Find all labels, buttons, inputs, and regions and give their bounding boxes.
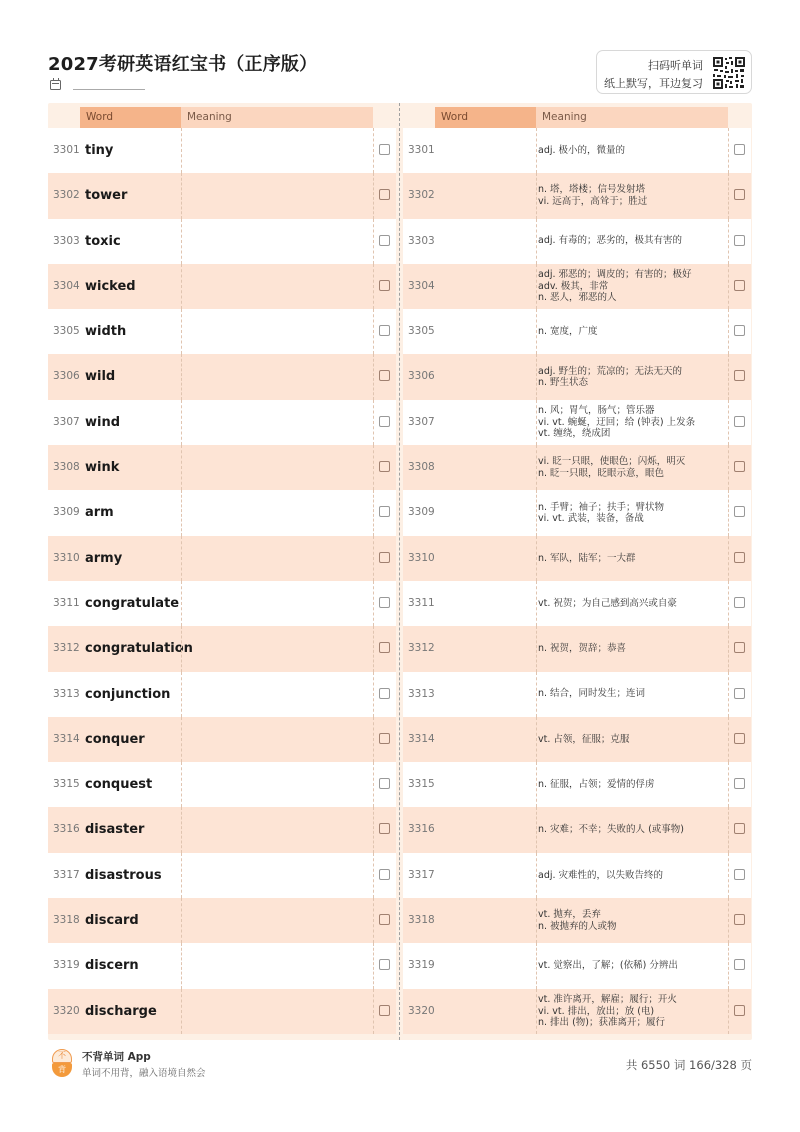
table-row — [48, 762, 396, 807]
table-row — [403, 807, 751, 852]
table-row — [403, 898, 751, 943]
column-divider — [728, 898, 729, 943]
meaning-line: vi. vt. 排出，放出；放 (电) — [538, 1005, 655, 1017]
column-divider — [181, 581, 182, 626]
column-divider — [181, 898, 182, 943]
meaning-line: n. 风；胃气，肠气；管乐器 — [538, 405, 655, 417]
checkbox-icon[interactable] — [379, 325, 390, 336]
entry-meaning — [536, 128, 726, 173]
column-divider — [181, 989, 182, 1034]
page-title: 2027考研英语红宝书（正序版） — [48, 54, 318, 75]
column-divider — [373, 762, 374, 807]
entry-number: 3302 — [53, 189, 80, 202]
checkbox-icon[interactable] — [379, 869, 390, 880]
entry-number: 3309 — [408, 506, 435, 519]
table-row — [48, 853, 396, 898]
entry-word: army — [85, 550, 123, 566]
checkbox-icon[interactable] — [734, 461, 745, 472]
checkbox-icon[interactable] — [379, 416, 390, 427]
table-row — [48, 536, 396, 581]
entry-word: disaster — [85, 822, 145, 838]
meaning-line: n. 眨一只眼，眨眼示意，眼色 — [538, 467, 665, 479]
entry-word: disastrous — [85, 867, 162, 883]
meaning-line: n. 灾难；不幸；失败的人 (或事物) — [538, 824, 684, 836]
entry-meaning — [536, 219, 726, 264]
entry-number: 3312 — [408, 642, 435, 655]
column-divider — [373, 581, 374, 626]
table-row — [403, 219, 751, 264]
entry-number: 3313 — [53, 687, 80, 700]
column-divider — [181, 762, 182, 807]
entry-meaning — [536, 445, 726, 490]
meaning-line: vt. 祝贺；为自己感到高兴或自豪 — [538, 597, 677, 609]
column-divider — [181, 672, 182, 717]
meaning-line: adv. 极其，非常 — [538, 280, 609, 292]
column-divider — [181, 354, 182, 399]
meaning-line: vt. 抛弃，丢弃 — [538, 909, 601, 921]
entry-number: 3313 — [408, 687, 435, 700]
date-blank-line — [73, 89, 145, 90]
table-row — [403, 309, 751, 354]
checkbox-icon[interactable] — [379, 1005, 390, 1016]
column-divider — [373, 128, 374, 173]
entry-word: congratulate — [85, 595, 180, 611]
column-divider — [373, 445, 374, 490]
qr-caption-listen: 扫码听单词 — [648, 59, 703, 72]
column-divider — [728, 490, 729, 535]
table-row — [48, 989, 396, 1034]
qr-card[interactable] — [596, 50, 752, 94]
entry-number: 3301 — [408, 144, 435, 156]
entry-word: discard — [85, 913, 139, 929]
table-row — [48, 128, 396, 173]
table-row — [48, 581, 396, 626]
entry-number: 3308 — [408, 461, 435, 474]
table-row — [403, 173, 751, 218]
entry-word: conquest — [85, 777, 153, 793]
entry-number: 3303 — [53, 234, 80, 247]
checkbox-icon[interactable] — [379, 959, 390, 970]
calendar-icon — [50, 80, 61, 90]
checkbox-icon[interactable] — [734, 506, 745, 517]
entry-meaning — [536, 989, 726, 1034]
meaning-line: n. 结合，同时发生；连词 — [538, 688, 646, 700]
column-divider — [728, 128, 729, 173]
column-divider — [728, 354, 729, 399]
table-row — [403, 581, 751, 626]
entry-number: 3311 — [53, 596, 80, 609]
word-rows — [48, 128, 396, 1034]
entry-word: arm — [85, 505, 114, 521]
meaning-line: vt. 准许离开，解雇；履行；开火 — [538, 994, 677, 1006]
table-row — [48, 445, 396, 490]
column-divider — [728, 400, 729, 445]
column-divider — [373, 717, 374, 762]
column-divider — [728, 173, 729, 218]
entry-meaning — [536, 536, 726, 581]
word-column-header: Word — [435, 107, 536, 128]
column-divider — [373, 490, 374, 535]
entry-number: 3314 — [53, 732, 80, 745]
table-row — [48, 943, 396, 988]
entry-meaning — [536, 264, 726, 309]
column-divider — [373, 354, 374, 399]
meaning-line: vt. 觉察出，了解；(依稀) 分辨出 — [538, 960, 678, 972]
entry-meaning — [536, 490, 726, 535]
column-divider — [181, 943, 182, 988]
checkbox-icon[interactable] — [379, 642, 390, 653]
entry-meaning — [536, 400, 726, 445]
meaning-line: n. 征服，占领；爱情的俘虏 — [538, 779, 655, 791]
meaning-line: adj. 野生的；荒凉的；无法无天的 — [538, 365, 683, 377]
table-row — [403, 445, 751, 490]
entry-meaning — [536, 717, 726, 762]
entry-meaning — [536, 581, 726, 626]
column-divider — [728, 219, 729, 264]
table-row — [403, 400, 751, 445]
meaning-line: adj. 极小的，微量的 — [538, 144, 626, 156]
table-row — [403, 989, 751, 1034]
checkbox-icon[interactable] — [379, 506, 390, 517]
logo-bottom-glyph: 背 — [52, 1063, 72, 1077]
checkbox-icon[interactable] — [734, 597, 745, 608]
column-divider — [373, 309, 374, 354]
column-divider — [181, 128, 182, 173]
checkbox-icon[interactable] — [379, 688, 390, 699]
meaning-line: n. 祝贺，贺辞；恭喜 — [538, 643, 627, 655]
entry-number: 3305 — [408, 325, 435, 338]
checkbox-icon[interactable] — [734, 688, 745, 699]
table-row — [403, 626, 751, 671]
entry-number: 3320 — [53, 1004, 80, 1017]
meaning-line: adj. 灾难性的，以失败告终的 — [538, 869, 664, 881]
entry-word: width — [85, 324, 127, 340]
entry-number: 3303 — [408, 234, 435, 247]
table-row — [403, 762, 751, 807]
table-row — [48, 354, 396, 399]
entry-meaning — [536, 807, 726, 852]
entry-meaning — [536, 672, 726, 717]
entry-number: 3319 — [53, 959, 80, 972]
column-divider — [728, 445, 729, 490]
column-divider — [181, 853, 182, 898]
vocab-sheet — [48, 103, 752, 1040]
page-counter: 共 6550 词 166/328 页 — [625, 1058, 752, 1072]
entry-word: tower — [85, 188, 128, 204]
checkbox-icon[interactable] — [734, 416, 745, 427]
column-divider — [181, 807, 182, 852]
table-row — [48, 672, 396, 717]
entry-word: congratulation — [85, 641, 193, 657]
entry-number: 3317 — [53, 868, 80, 881]
meaning-line: adj. 邪恶的；调皮的；有害的；极好 — [538, 269, 692, 281]
entry-meaning — [536, 943, 726, 988]
word-column-header: Word — [80, 107, 181, 128]
entry-number: 3304 — [53, 279, 80, 292]
checkbox-icon[interactable] — [379, 778, 390, 789]
column-divider — [728, 626, 729, 671]
entry-number: 3302 — [408, 189, 435, 202]
entry-word: wink — [85, 460, 120, 476]
checkbox-icon[interactable] — [379, 597, 390, 608]
entry-meaning — [536, 309, 726, 354]
column-divider — [373, 173, 374, 218]
entry-word: discharge — [85, 1003, 157, 1019]
entry-word: wind — [85, 414, 121, 430]
date-field — [50, 79, 145, 90]
column-divider — [728, 807, 729, 852]
column-divider — [728, 853, 729, 898]
app-logo — [52, 1049, 72, 1077]
table-row — [403, 943, 751, 988]
entry-number: 3309 — [53, 506, 80, 519]
app-slogan: 单词不用背，融入语境自然会 — [82, 1068, 206, 1079]
entry-meaning — [536, 626, 726, 671]
entry-number: 3317 — [408, 868, 435, 881]
entry-number: 3315 — [53, 778, 80, 791]
table-row — [403, 536, 751, 581]
table-row — [48, 898, 396, 943]
column-divider — [181, 264, 182, 309]
meaning-line: n. 宽度，广度 — [538, 326, 598, 338]
checkbox-icon[interactable] — [734, 778, 745, 789]
meaning-line: vt. 缠绕，绕成团 — [538, 428, 611, 440]
column-divider — [181, 717, 182, 762]
checkbox-icon[interactable] — [379, 733, 390, 744]
meaning-line: vi. 远高于，高耸于；胜过 — [538, 195, 648, 207]
checkbox-icon[interactable] — [734, 823, 745, 834]
column-divider — [181, 400, 182, 445]
checkbox-icon[interactable] — [734, 642, 745, 653]
checkbox-icon[interactable] — [734, 869, 745, 880]
entry-number: 3307 — [408, 415, 435, 428]
checkbox-icon[interactable] — [379, 914, 390, 925]
column-divider — [373, 400, 374, 445]
column-divider — [728, 989, 729, 1034]
entry-word: wicked — [85, 278, 136, 294]
checkbox-icon[interactable] — [734, 733, 745, 744]
column-divider — [728, 309, 729, 354]
checkbox-icon[interactable] — [734, 280, 745, 291]
logo-top-glyph: 不 — [52, 1049, 72, 1063]
qr-caption-review: 纸上默写，耳边复习 — [604, 77, 703, 90]
column-divider — [181, 626, 182, 671]
checkbox-icon[interactable] — [379, 823, 390, 834]
column-divider — [373, 989, 374, 1034]
entry-meaning — [536, 853, 726, 898]
entry-number: 3311 — [408, 596, 435, 609]
entry-number: 3316 — [53, 823, 80, 836]
entry-meaning — [536, 898, 726, 943]
table-row — [403, 672, 751, 717]
entry-word: tiny — [85, 143, 114, 158]
column-divider — [181, 490, 182, 535]
entry-word: conjunction — [85, 686, 171, 702]
table-row — [48, 400, 396, 445]
entry-number: 3306 — [408, 370, 435, 383]
table-row — [403, 853, 751, 898]
entry-number: 3316 — [408, 823, 435, 836]
checkbox-icon[interactable] — [379, 552, 390, 563]
entry-meaning — [536, 354, 726, 399]
entry-number: 3314 — [408, 732, 435, 745]
word-panel — [48, 103, 396, 1040]
entry-number: 3307 — [53, 415, 80, 428]
app-name: 不背单词 App — [82, 1051, 151, 1063]
entry-number: 3308 — [53, 461, 80, 474]
meaning-line: vi. 眨一只眼，使眼色；闪烁，明灭 — [538, 456, 686, 468]
meaning-line: n. 塔，塔楼；信号发射塔 — [538, 184, 646, 196]
checkbox-icon[interactable] — [734, 914, 745, 925]
entry-number: 3304 — [408, 279, 435, 292]
meaning-line: n. 野生状态 — [538, 377, 589, 389]
column-divider — [728, 717, 729, 762]
entry-word: discern — [85, 958, 139, 974]
column-divider — [728, 943, 729, 988]
checkbox-icon[interactable] — [379, 235, 390, 246]
checkbox-icon[interactable] — [734, 189, 745, 200]
column-divider — [373, 264, 374, 309]
meaning-line: n. 手臂；袖子；扶手；臂状物 — [538, 501, 665, 513]
column-divider — [728, 581, 729, 626]
entry-number: 3306 — [53, 370, 80, 383]
column-divider — [181, 536, 182, 581]
column-divider — [373, 219, 374, 264]
entry-word: wild — [85, 369, 116, 385]
entry-word: conquer — [85, 731, 145, 747]
checkbox-icon[interactable] — [734, 325, 745, 336]
table-row — [48, 219, 396, 264]
checkbox-icon[interactable] — [734, 235, 745, 246]
meaning-rows — [403, 128, 751, 1034]
checkbox-icon[interactable] — [734, 144, 745, 155]
table-row — [403, 717, 751, 762]
column-divider — [728, 264, 729, 309]
meaning-panel — [403, 103, 751, 1040]
table-row — [48, 490, 396, 535]
meaning-line: adj. 有毒的；恶劣的，极其有害的 — [538, 235, 683, 247]
entry-number: 3312 — [53, 642, 80, 655]
checkbox-icon[interactable] — [734, 1005, 745, 1016]
meaning-line: n. 恶人，邪恶的人 — [538, 292, 617, 304]
column-divider — [373, 807, 374, 852]
fold-divider — [399, 103, 400, 1040]
column-divider — [181, 173, 182, 218]
entry-number: 3310 — [408, 551, 435, 564]
column-divider — [728, 672, 729, 717]
column-divider — [373, 672, 374, 717]
entry-meaning — [536, 762, 726, 807]
entry-number: 3318 — [408, 914, 435, 927]
column-divider — [373, 626, 374, 671]
entry-word: toxic — [85, 233, 121, 249]
column-divider — [373, 943, 374, 988]
entry-number: 3320 — [408, 1004, 435, 1017]
table-row — [48, 807, 396, 852]
column-divider — [181, 219, 182, 264]
table-row — [48, 173, 396, 218]
checkbox-icon[interactable] — [379, 189, 390, 200]
table-row — [403, 354, 751, 399]
table-row — [48, 626, 396, 671]
column-divider — [181, 309, 182, 354]
entry-number: 3318 — [53, 914, 80, 927]
checkbox-icon[interactable] — [734, 370, 745, 381]
column-divider — [373, 536, 374, 581]
meaning-line: vi. vt. 蜿蜒，迂回；给 (钟表) 上发条 — [538, 416, 696, 428]
checkbox-icon[interactable] — [734, 552, 745, 563]
checkbox-icon[interactable] — [734, 959, 745, 970]
entry-number: 3310 — [53, 551, 80, 564]
qr-code-icon[interactable] — [712, 56, 746, 90]
meaning-column-header: Meaning — [536, 107, 728, 128]
table-row — [403, 128, 751, 173]
column-divider — [373, 898, 374, 943]
column-divider — [728, 536, 729, 581]
entry-number: 3305 — [53, 325, 80, 338]
entry-number: 3315 — [408, 778, 435, 791]
meaning-line: vi. vt. 武装，装备，备战 — [538, 513, 644, 525]
meaning-line: n. 排出 (物)；获准离开；履行 — [538, 1017, 665, 1029]
meaning-line: n. 军队，陆军；一大群 — [538, 552, 636, 564]
table-row — [403, 490, 751, 535]
column-divider — [181, 445, 182, 490]
meaning-line: vt. 占领，征服；克服 — [538, 733, 630, 745]
checkbox-icon[interactable] — [379, 461, 390, 472]
table-row — [48, 309, 396, 354]
checkbox-icon[interactable] — [379, 144, 390, 155]
table-row — [48, 264, 396, 309]
entry-meaning — [536, 173, 726, 218]
entry-number: 3301 — [53, 144, 80, 156]
checkbox-icon[interactable] — [379, 370, 390, 381]
meaning-line: n. 被抛弃的人或物 — [538, 920, 617, 932]
table-row — [403, 264, 751, 309]
table-row — [48, 717, 396, 762]
meaning-column-header: Meaning — [181, 107, 373, 128]
entry-number: 3319 — [408, 959, 435, 972]
checkbox-icon[interactable] — [379, 280, 390, 291]
column-divider — [728, 762, 729, 807]
column-divider — [373, 853, 374, 898]
